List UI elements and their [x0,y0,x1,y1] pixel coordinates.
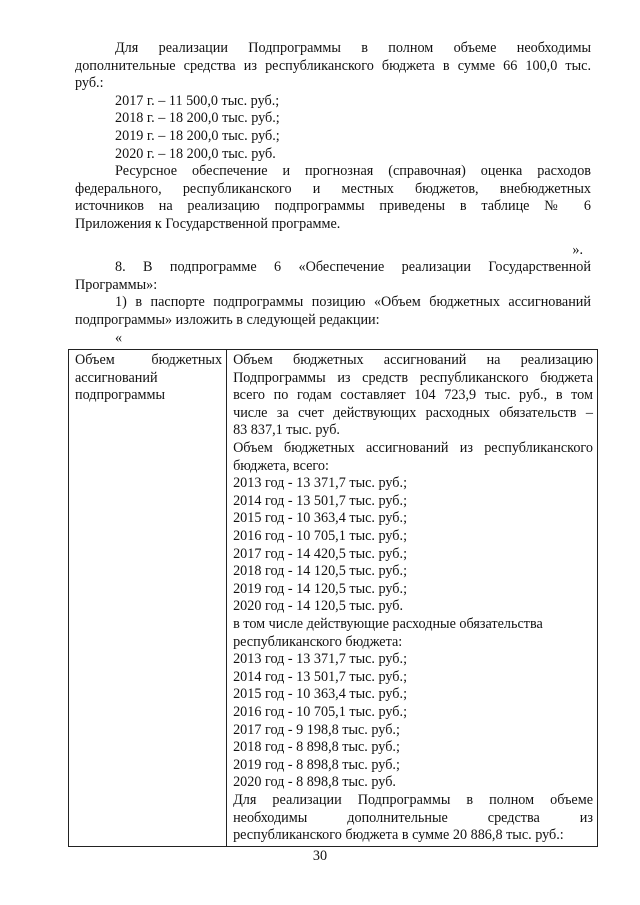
list-item: 2018 г. – 18 200,0 тыс. руб.; [115,110,280,127]
list-item: 2014 год - 13 501,7 тыс. руб.; [233,492,408,509]
label-line: ассигнований [75,369,158,386]
list-item: 2016 год - 10 705,1 тыс. руб.; [233,703,408,720]
value-line: бюджета, всего: [233,457,329,474]
item-8-line: 8. В подпрограмме 6 «Обеспечение реализации Государственной [115,259,591,276]
list-item: 2019 год - 8 898,8 тыс. руб.; [233,756,400,773]
list-item: 2019 г. – 18 200,0 тыс. руб.; [115,127,280,144]
list-item: 2020 год - 14 120,5 тыс. руб. [233,598,404,615]
value-line: числе за счет действующих расходных обязательств – [233,404,593,421]
subitem-1-paragraph [75,294,591,329]
value-line: Объем бюджетных ассигнований из республиканского [233,440,593,457]
value-line: всего по годам составляет 104 723,9 тыс. руб., в том [233,387,593,404]
list-item: 2016 год - 10 705,1 тыс. руб.; [233,528,408,545]
list-item: 2018 год - 14 120,5 тыс. руб.; [233,563,408,580]
intro-paragraph [75,40,591,93]
value-line: 83 837,1 тыс. руб. [233,422,340,439]
list-item: 2017 год - 14 420,5 тыс. руб.; [233,545,408,562]
page-number: 30 [312,848,328,864]
value-line: Объем бюджетных ассигнований на реализацию [233,352,593,369]
value-line: Для реализации Подпрограммы в полном объеме [233,791,593,808]
list-item: 2020 г. – 18 200,0 тыс. руб. [115,145,276,162]
list-item: 2013 год - 13 371,7 тыс. руб.; [233,475,408,492]
table-row [69,350,598,847]
value-line: республиканского бюджета в сумме 20 886,8 тыс. руб.: [233,827,564,844]
subitem-1-line: подпрограммы» изложить в следующей редакции: [75,311,380,328]
value-line: необходимы дополнительные средства из [233,809,593,826]
list-item: 2018 год - 8 898,8 тыс. руб.; [233,739,400,756]
resource-line: Ресурсное обеспечение и прогнозная (справочная) оценка расходов [115,163,591,180]
list-item: 2015 год - 10 363,4 тыс. руб.; [233,510,408,527]
label-cell [69,350,227,847]
item-8-paragraph [75,259,591,294]
label-line: Объем бюджетных [75,352,223,369]
intro-line: руб.: [75,75,104,92]
opening-quote: « [115,329,123,346]
list-item: 2020 год - 8 898,8 тыс. руб. [233,774,396,791]
list-item: 2013 год - 13 371,7 тыс. руб.; [233,651,408,668]
value-line: Подпрограммы из средств республиканского бюджета [233,369,593,386]
resource-paragraph [75,163,591,233]
year-list-top [75,93,591,163]
intro-line: Для реализации Подпрограммы в полном объеме необходимы [115,40,591,56]
page-body [75,40,591,847]
passport-table [68,349,598,847]
list-item: 2019 год - 14 120,5 тыс. руб.; [233,580,408,597]
list-item: 2015 год - 10 363,4 тыс. руб.; [233,686,408,703]
list-item: 2014 год - 13 501,7 тыс. руб.; [233,668,408,685]
resource-line: источников на реализацию подпрограммы приведены в таблице № 6 [75,198,591,215]
list-item: 2017 г. – 11 500,0 тыс. руб.; [115,92,280,109]
list-item: 2017 год - 9 198,8 тыс. руб.; [233,721,400,738]
subitem-1-line: 1) в паспорте подпрограммы позицию «Объем бюджетных ассигнований [115,294,591,311]
resource-line: Приложения к Государственной программе. [75,215,341,232]
value-line: в том числе действующие расходные обязательства [233,616,543,632]
intro-line: дополнительные средства из республиканского бюджета в сумме 66 100,0 тыс. [75,57,591,74]
value-line: республиканского бюджета: [233,633,403,650]
value-cell [227,350,598,847]
resource-line: федерального, республиканского и местных бюджетов, внебюджетных [75,180,591,197]
closing-quote: ». [572,241,583,258]
item-8-line: Программы»: [75,276,158,293]
label-line: подпрограммы [75,387,165,404]
